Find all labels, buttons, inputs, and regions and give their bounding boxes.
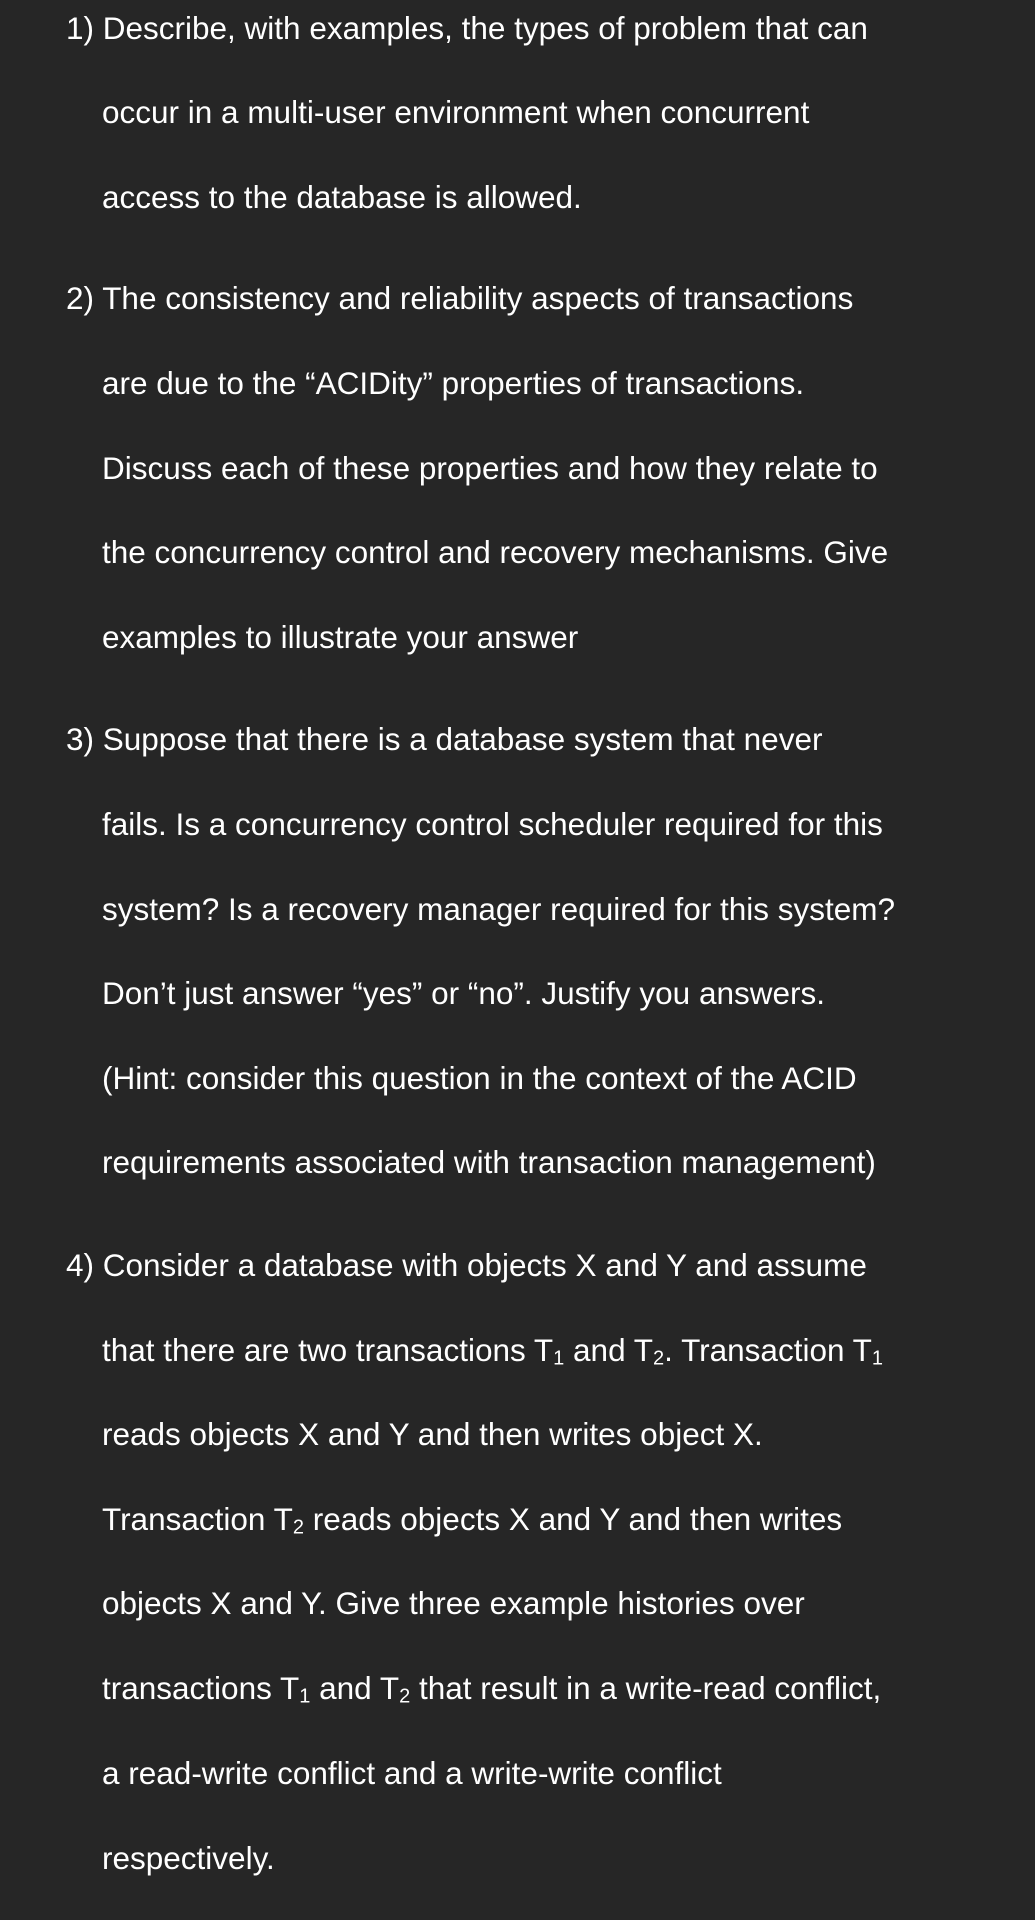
q4-line-2-part-c: . Transaction T xyxy=(664,1332,872,1368)
subscript-1: 1 xyxy=(299,1685,311,1708)
q4-line-7: a read-write conflict and a write-write conflict xyxy=(102,1755,722,1791)
q3-line-5: (Hint: consider this question in the context of the ACID xyxy=(102,1060,857,1096)
q2-line-3: Discuss each of these properties and how they relate to xyxy=(102,450,878,486)
q1-line-1: 1) Describe, with examples, the types of problem that can xyxy=(66,10,868,46)
q3-line-1: 3) Suppose that there is a database system that never xyxy=(66,721,823,757)
subscript-2: 2 xyxy=(292,1516,304,1539)
q4-line-4-part-b: reads objects X and Y and then writes xyxy=(303,1501,843,1537)
q4-line-1: 4) Consider a database with objects X and Y and assume xyxy=(66,1247,867,1283)
q4-line-6-part-c: that result in a write-read conflict, xyxy=(410,1670,882,1706)
q3-line-2: fails. Is a concurrency control scheduler required for this xyxy=(102,806,883,842)
q4-line-6-part-b: and T xyxy=(310,1670,400,1706)
q3-line-3: system? Is a recovery manager required for this system? xyxy=(102,891,896,927)
q4-line-5: objects X and Y. Give three example histories over xyxy=(102,1585,805,1621)
q4-line-6-part-a: transactions T xyxy=(102,1670,300,1706)
subscript-1: 1 xyxy=(871,1347,884,1370)
q4-line-8: respectively. xyxy=(102,1840,275,1876)
q4-line-3: reads objects X and Y and then writes object X. xyxy=(102,1416,763,1452)
subscript-2: 2 xyxy=(399,1685,411,1708)
subscript-2: 2 xyxy=(653,1347,665,1370)
q2-line-5: examples to illustrate your answer xyxy=(102,619,579,655)
q2-line-4: the concurrency control and recovery mechanisms. Give xyxy=(102,534,889,570)
q3-line-4: Don’t just answer “yes” or “no”. Justify you answers. xyxy=(102,975,825,1011)
q2-line-2: are due to the “ACIDity” properties of transactions. xyxy=(102,365,805,401)
q4-line-4 xyxy=(102,1499,842,1539)
q1-line-3: access to the database is allowed. xyxy=(102,179,582,215)
q3-line-6: requirements associated with transaction management) xyxy=(102,1144,876,1180)
q4-line-4-part-a: Transaction T xyxy=(102,1501,293,1537)
q4-line-6 xyxy=(102,1668,881,1708)
subscript-1: 1 xyxy=(553,1347,565,1370)
q4-line-2 xyxy=(102,1330,883,1370)
q1-line-2: occur in a multi-user environment when concurrent xyxy=(102,94,810,130)
q4-line-2-part-b: and T xyxy=(564,1332,654,1368)
q4-line-2-part-a: that there are two transactions T xyxy=(102,1332,554,1368)
q2-line-1: 2) The consistency and reliability aspects of transactions xyxy=(66,280,854,316)
